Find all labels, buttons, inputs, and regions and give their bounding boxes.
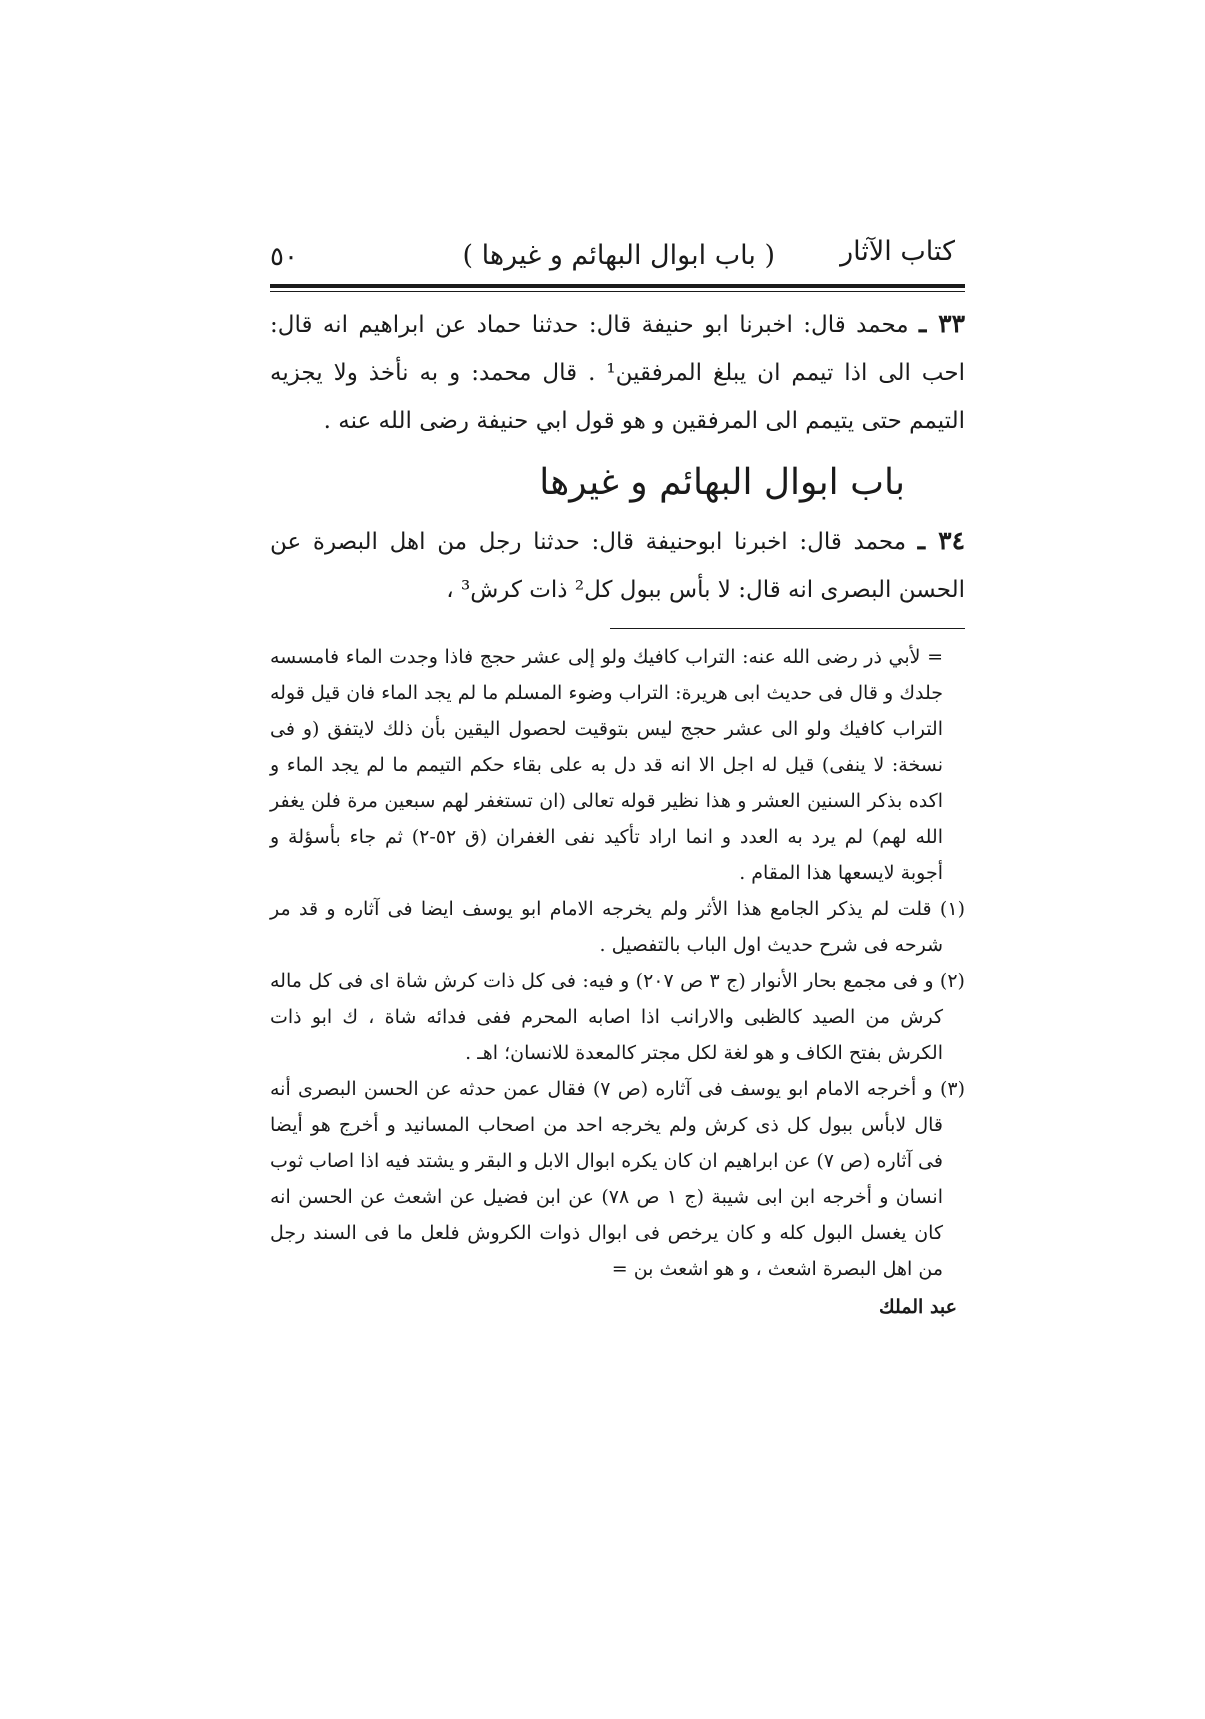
header-rule [270, 284, 965, 288]
paragraph-text: محمد قال: اخبرنا ابوحنيفة قال: حدثنا رجل من اهل البصرة عن الحسن البصرى انه قال: لا بأس ببول كل² ذات كرش³ ، [270, 529, 965, 603]
book-title: كتاب الآثار [840, 236, 955, 267]
paragraph-number: ٣٣ ـ [919, 309, 965, 338]
footnote-continuation: = لأبي ذر رضى الله عنه: التراب كافيك ولو إلى عشر حجج فاذا وجدت الماء فامسسه جلدك و قال فى حديث ابى هريرة: التراب وضوء المسلم ما لم يجد الماء فان قيل قوله التراب كافيك ولو الى عشر حجج ليس بتوقيت لحصول اليقين بأن ذلك لايتفق (و فى نسخة: لا ينفى) قيل له اجل الا انه قد دل به على بقاء حكم التيمم ما لم يجد الماء و اكده بذكر السنين العشر و هذا نظير قوله تعالى (ان تستغفر لهم سبعين مرة فلن يغفر الله لهم) لم يرد به العدد و انما اراد تأكيد نفى الغفران (ق ٥٢-٢) ثم جاء بأسؤلة و أجوبة لايسعها هذا المقام . [270, 646, 943, 884]
section-title: ( باب ابوال البهائم و غيرها ) [462, 240, 775, 271]
paragraph-text: محمد قال: اخبرنا ابو حنيفة قال: حدثنا حماد عن ابراهيم انه قال: احب الى اذا تيمم ان يبلغ المرفقين¹ . قال محمد: و به نأخذ ولا يجزيه التيمم حتى يتيمم الى المرفقين و هو قول ابي حنيفة رضى الله عنه . [270, 312, 965, 434]
footnote-1: (١) قلت لم يذكر الجامع هذا الأثر ولم يخرجه الامام ابو يوسف ايضا فى آثاره و قد مر شرحه فى شرح حديث اول الباب بالتفصيل . [270, 898, 965, 956]
footnotes [270, 639, 965, 1325]
running-head [270, 228, 965, 278]
paragraph-number: ٣٤ ـ [917, 526, 966, 555]
header-rule-thin [270, 291, 965, 292]
footnote-divider [610, 628, 965, 629]
page-number: ٥٠ [270, 242, 298, 272]
footnote-3: (٣) و أخرجه الامام ابو يوسف فى آثاره (ص ٧) فقال عمن حدثه عن الحسن البصرى أنه قال لابأس ببول كل ذى كرش ولم يخرجه احد من اصحاب المسانيد و أخرج هو أيضا فى آثاره (ص ٧) عن ابراهيم ان كان يكره ابوال الابل و البقر و يشتد فيه اذا اصاب ثوب انسان و أخرجه ابن ابى شيبة (ج ١ ص ٧٨) عن ابن فضيل عن اشعث عن الحسن انه كان يغسل البول كله و كان يرخص فى ابوال ذوات الكروش فلعل ما فى السند رجل من اهل البصرة اشعث ، و هو اشعث بن = [270, 1078, 966, 1280]
paragraph-34 [270, 517, 965, 614]
main-text [270, 300, 965, 614]
footnote-2: (٢) و فى مجمع بحار الأنوار (ج ٣ ص ٢٠٧) و فيه: فى كل ذات كرش شاة اى فى كل ماله كرش من الصيد كالظبى والارانب اذا اصابه المحرم ففى فدائه شاة ، ك ابو ذات الكرش بفتح الكاف و هو لغة لكل مجتر كالمعدة للانسان؛ اهـ . [270, 970, 965, 1064]
chapter-heading: باب ابوال البهائم و غيرها [539, 462, 905, 503]
book-page [270, 228, 965, 1325]
footnote-carryover: عبد الملك [878, 1296, 957, 1318]
paragraph-33 [270, 300, 965, 445]
